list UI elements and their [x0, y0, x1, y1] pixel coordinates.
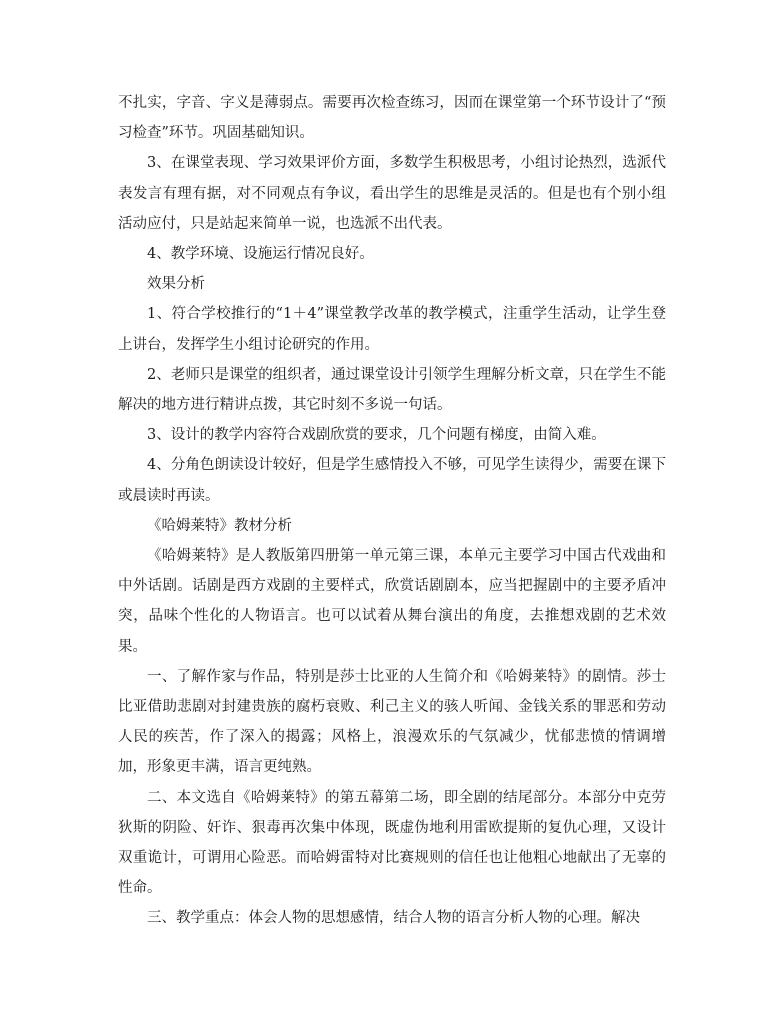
paragraph-point-3: 三、教学重点：体会人物的思想感情，结合人物的语言分析人物的心理。解决 [147, 910, 640, 927]
paragraph-continuation: 不扎实，字音、字义是薄弱点。需要再次检查练习，因而在课堂第一个环节设计了“预习检查”环节。巩固基础知识。 [118, 95, 666, 142]
paragraph-teaching-environment: 4、教学环境、设施运行情况良好。 [147, 246, 374, 263]
paragraph-effect-1: 1、符合学校推行的“1＋4”课堂教学改革的教学模式，注重学生活动，让学生登上讲台，发挥学生小组讨论研究的作用。 [118, 306, 666, 353]
paragraph-classroom-performance: 3、在课堂表现、学习效果评价方面，多数学生积极思考，小组讨论热烈，选派代表发言有理有据，对不同观点有争议，看出学生的思维是灵活的。但是也有个别小组活动应付，只是站起来简单一说，也选派不出代表。 [118, 155, 666, 232]
paragraph-effect-3: 3、设计的教学内容符合戏剧欣赏的要求，几个问题有梯度，由简入难。 [147, 427, 606, 444]
section-heading-textbook-analysis: 《哈姆莱特》教材分析 [147, 517, 292, 534]
paragraph-effect-2: 2、老师只是课堂的组织者，通过课堂设计引领学生理解分析文章，只在学生不能解决的地方进行精讲点拨，其它时刻不多说一句话。 [118, 366, 666, 414]
paragraph-textbook-intro: 《哈姆莱特》是人教版第四册第一单元第三课，本单元主要学习中国古代戏曲和中外话剧。话剧是西方戏剧的主要样式，欣赏话剧剧本，应当把握剧中的主要矛盾冲突，品味个性化的人物语言。也可以试着从舞台演出的角度，去推想戏剧的艺术效果。 [118, 548, 666, 655]
section-heading-effect-analysis: 效果分析 [147, 276, 205, 293]
paragraph-point-2: 二、本文选自《哈姆莱特》的第五幕第二场，即全剧的结尾部分。本部分中克劳狄斯的阴险、奸诈、狠毒再次集中体现，既虚伪地利用雷欧提斯的复仇心理，又设计双重诡计，可谓用心险恶。而哈姆雷特对比赛规则的信任也让他粗心地献出了无辜的性命。 [118, 789, 666, 897]
paragraph-effect-4: 4、分角色朗读设计较好，但是学生感情投入不够，可见学生读得少，需要在课下或晨读时再读。 [118, 457, 666, 504]
document-body [118, 88, 666, 934]
paragraph-point-1: 一、了解作家与作品，特别是莎士比亚的人生简介和《哈姆莱特》的剧情。莎士比亚借助悲剧对封建贵族的腐朽衰败、利己主义的骇人听闻、金钱关系的罪恶和劳动人民的疾苦，作了深入的揭露；风格上，浪漫欢乐的气氛减少，忧郁悲愤的情调增加，形象更丰满，语言更纯熟。 [118, 668, 666, 776]
